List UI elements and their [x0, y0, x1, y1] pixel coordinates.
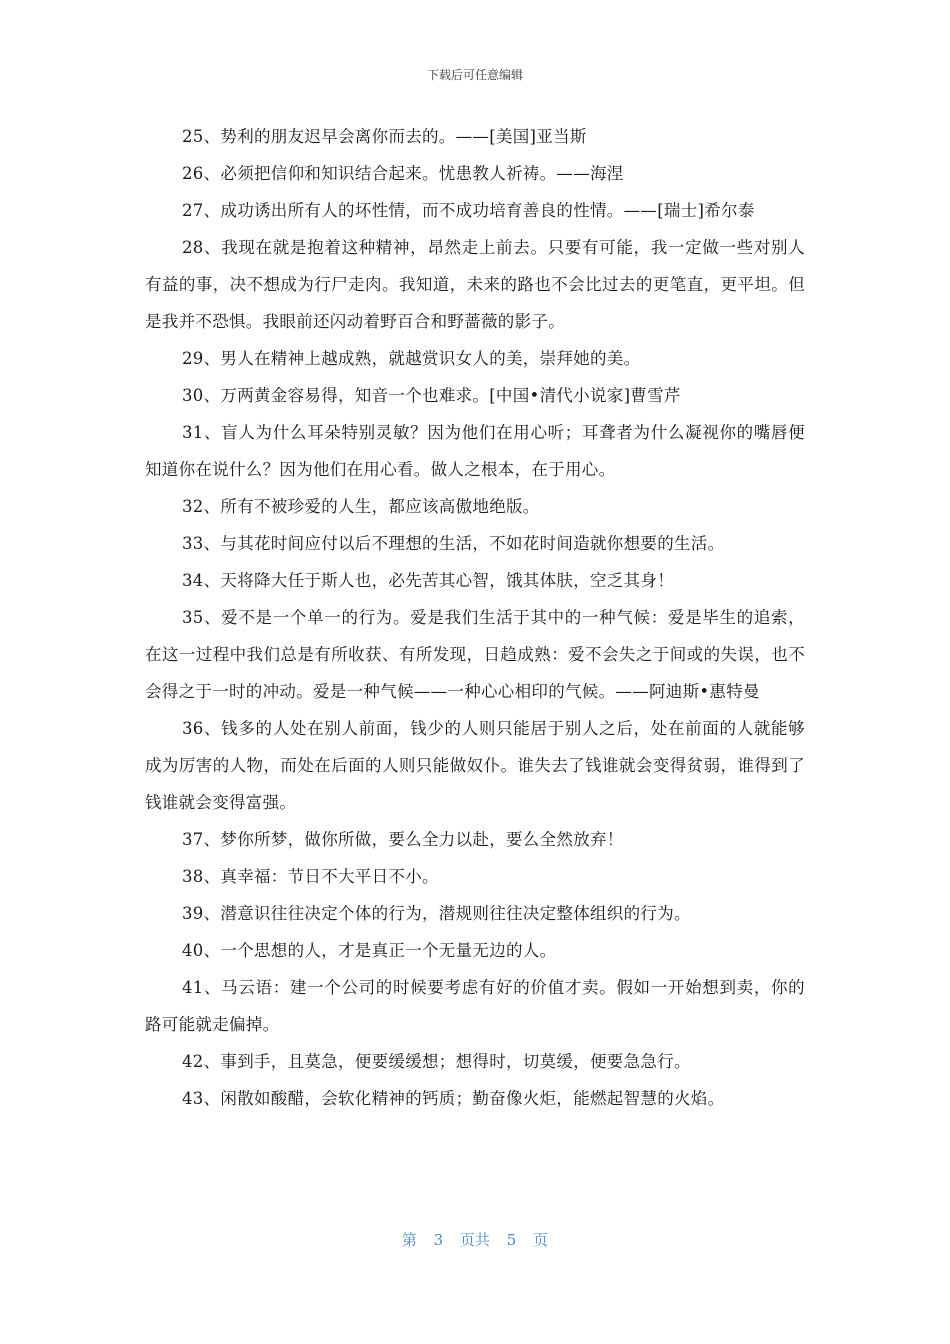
quote-paragraph-31: 31、盲人为什么耳朵特别灵敏？因为他们在用心听；耳聋者为什么凝视你的嘴唇便知道你在说什么？因为他们在用心看。做人之根本，在于用心。: [145, 423, 805, 479]
quote-paragraph-40: 40、一个思想的人，才是真正一个无量无边的人。: [182, 941, 557, 960]
quote-paragraph-32: 32、所有不被珍爱的人生，都应该高傲地绝版。: [182, 497, 540, 516]
quote-paragraph-30: 30、万两黄金容易得，知音一个也难求。[中国•清代小说家]曹雪芹: [182, 386, 681, 405]
quote-paragraph-36: 36、钱多的人处在别人前面，钱少的人则只能居于别人之后，处在前面的人就能够成为厉害的人物，而处在后面的人则只能做奴仆。谁失去了钱谁就会变得贫弱，谁得到了钱谁就会变得富强。: [145, 719, 805, 812]
quote-paragraph-34: 34、天将降大任于斯人也，必先苦其心智，饿其体肤，空乏其身！: [182, 571, 674, 590]
quote-paragraph-42: 42、事到手，且莫急，便要缓缓想；想得时，切莫缓，便要急急行。: [182, 1052, 691, 1071]
quote-paragraph-38: 38、真幸福：节日不大平日不小。: [182, 867, 439, 886]
quote-paragraph-29: 29、男人在精神上越成熟，就越赏识女人的美，崇拜她的美。: [182, 349, 641, 368]
document-body: [145, 118, 805, 1117]
quote-paragraph-37: 37、梦你所梦，做你所做，要么全力以赴，要么全然放弃！: [182, 830, 624, 849]
quote-paragraph-39: 39、潜意识往往决定个体的行为，潜规则往往决定整体组织的行为。: [182, 904, 691, 923]
quote-paragraph-43: 43、闲散如酸醋，会软化精神的钙质；勤奋像火炬，能燃起智慧的火焰。: [182, 1089, 725, 1108]
quote-paragraph-28: 28、我现在就是抱着这种精神，昂然走上前去。只要有可能，我一定做一些对别人有益的事，决不想成为行尸走肉。我知道，未来的路也不会比过去的更笔直，更平坦。但是我并不恐惧。我眼前还闪动着野百合和野蔷薇的影子。: [145, 238, 805, 331]
quote-paragraph-26: 26、必须把信仰和知识结合起来。忧患教人祈祷。——海涅: [182, 164, 624, 183]
quote-paragraph-35: 35、爱不是一个单一的行为。爱是我们生活于其中的一种气候：爱是毕生的追索，在这一过程中我们总是有所收获、有所发现，日趋成熟：爱不会失之于间或的失误，也不会得之于一时的冲动。爱是一种气候——一种心心相印的气候。——阿迪斯•惠特曼: [145, 608, 805, 701]
quote-paragraph-33: 33、与其花时间应付以后不理想的生活，不如花时间造就你想要的生活。: [182, 534, 725, 553]
quote-paragraph-25: 25、势利的朋友迟早会离你而去的。——[美国]亚当斯: [182, 127, 587, 146]
quote-paragraph-41: 41、马云语：建一个公司的时候要考虑有好的价值才卖。假如一开始想到卖，你的路可能就走偏掉。: [145, 978, 805, 1034]
quote-paragraph-27: 27、成功诱出所有人的坏性情，而不成功培育善良的性情。——[瑞士]希尔泰: [182, 201, 755, 220]
page-header: 下载后可任意编辑: [426, 68, 523, 82]
page-footer: 第 3 页共 5 页: [401, 1231, 549, 1249]
